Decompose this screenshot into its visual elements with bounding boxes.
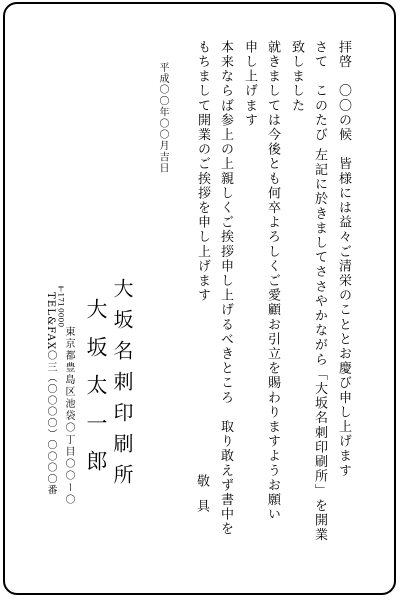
letter-line-5: 申し上げます [242,40,257,128]
zip-mark: 〒171 [56,285,66,307]
letter-line-7: もちまして開業のご挨拶を申し上げます [195,40,210,303]
greeting-card [3,2,396,595]
letter-line-4: 就きましては今後とも何卒よろしくご愛顧お引立を賜わりますようお願い [265,40,280,522]
zip-number: 0000 [56,308,66,328]
sender-address: 東京都豊島区池袋〇丁目〇〇ー〇 [63,326,74,506]
letter-line-1: 拝啓 〇〇の候 皆様には益々ご清栄のこととお慶び申し上げます [336,40,351,478]
sender-name: 大坂太一郎 [84,298,108,488]
letter-line-2: さて このたび 左記に於きましてささやかながら「大坂名刺印刷所」を開業 [312,40,327,543]
closing-keigu: 敬具 [194,474,209,524]
sender-company: 大坂名刺印刷所 [110,278,134,495]
letter-line-6: 本来ならば参上の上親しくご挨拶申し上げるべきところ 取り敢えず書中を [218,40,233,537]
date-line: 平成〇〇年〇〇月吉日 [157,62,168,174]
letter-line-3: 致しました [289,40,304,113]
sender-tel: TEL&FAX〇三（〇〇〇〇）〇〇〇〇番 [45,292,56,496]
